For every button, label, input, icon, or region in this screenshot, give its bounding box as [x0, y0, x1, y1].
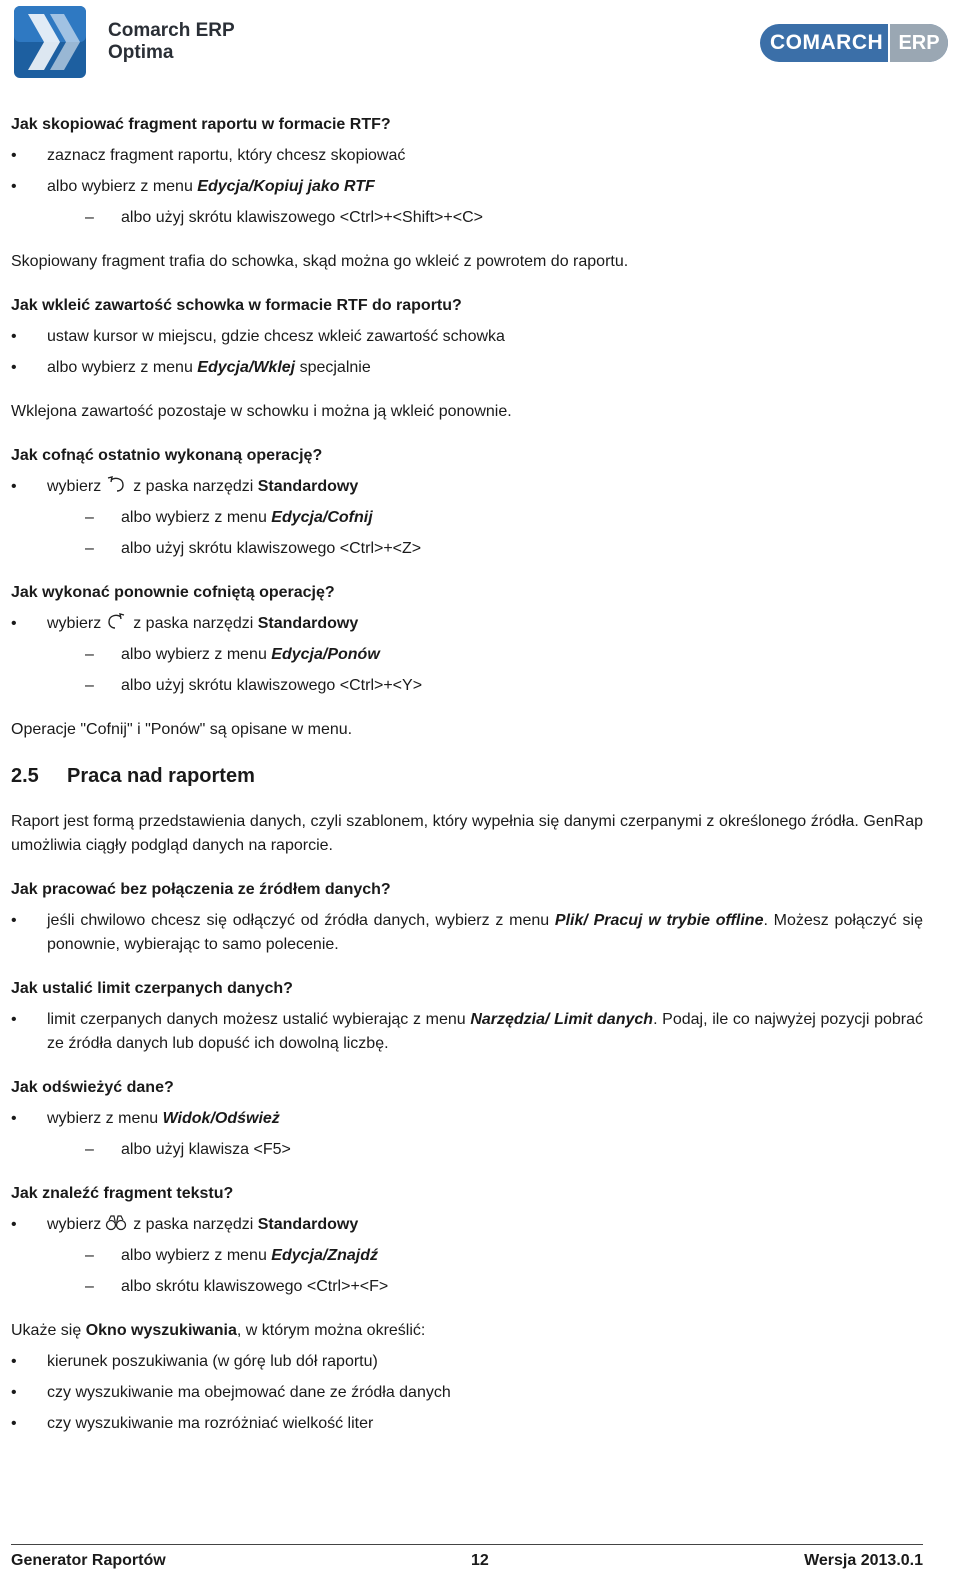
bullet-list [11, 1350, 923, 1436]
paragraph: Raport jest formą przedstawienia danych, czyli szablonem, który wypełnia się danymi czerpanymi z określonego źródła. GenRap umożliwia ciągły podgląd danych na raporcie. [11, 813, 923, 854]
bullet-list [11, 1008, 923, 1056]
question-copy-rtf: Jak skopiować fragment raportu w formacie RTF? [11, 116, 391, 133]
binoculars-icon [105, 1214, 127, 1232]
footer-version: Wersja 2013.0.1 [804, 1552, 923, 1569]
list-item: • wybierz z paska narzędzi Standardowy [11, 475, 923, 499]
bullet-list [11, 325, 923, 380]
list-item: • czy wyszukiwanie ma obejmować dane ze źródła danych [11, 1381, 923, 1405]
brand-line-1: Comarch ERP [108, 20, 235, 41]
list-item: • ustaw kursor w miejscu, gdzie chcesz wkleić zawartość schowka [11, 325, 923, 349]
dash-list [11, 1244, 923, 1299]
undo-icon [105, 476, 127, 494]
menu-path: Edycja/Kopiuj jako RTF [197, 178, 375, 195]
menu-path: Plik/ Pracuj w trybie offline [554, 912, 764, 929]
list-item: • wybierz z menu Widok/Odśwież [11, 1107, 923, 1131]
dash-list [11, 206, 923, 230]
question-refresh: Jak odświeżyć dane? [11, 1079, 174, 1096]
paragraph: Wklejona zawartość pozostaje w schowku i można ją wkleić ponownie. [11, 403, 512, 420]
dash-list [11, 643, 923, 698]
list-item: – albo wybierz z menu Edycja/Cofnij [11, 506, 923, 530]
redo-icon [105, 613, 127, 631]
footer-doc-title: Generator Raportów [11, 1552, 166, 1569]
paragraph: Skopiowany fragment trafia do schowka, skąd można go wkleić z powrotem do raportu. [11, 253, 629, 270]
question-paste-rtf: Jak wkleić zawartość schowka w formacie RTF do raportu? [11, 297, 462, 314]
dash-list [11, 506, 923, 561]
question-find: Jak znaleźć fragment tekstu? [11, 1185, 234, 1202]
paragraph: Ukaże się Okno wyszukiwania, w którym można określić: [11, 1322, 426, 1339]
list-item: • jeśli chwilowo chcesz się odłączyć od źródła danych, wybierz z menu Plik/ Pracuj w trybie offline. Możesz połączyć się ponownie, wybierając to samo polecenie. [11, 909, 923, 957]
menu-path: Widok/Odśwież [162, 1110, 280, 1127]
question-data-limit: Jak ustalić limit czerpanych danych? [11, 980, 293, 997]
menu-path: Edycja/Wklej [197, 359, 296, 376]
comarch-logo-text: COMARCH [770, 31, 884, 54]
question-offline: Jak pracować bez połączenia ze źródłem danych? [11, 881, 391, 898]
window-name: Okno wyszukiwania [85, 1322, 237, 1339]
list-item: • kierunek poszukiwania (w górę lub dół raportu) [11, 1350, 923, 1374]
comarch-erp-logo [760, 24, 948, 62]
list-item: – albo wybierz z menu Edycja/Ponów [11, 643, 923, 667]
list-item: • wybierz z paska narzędzi Standardowy [11, 1213, 923, 1237]
bullet-list [11, 612, 923, 636]
list-item: – albo wybierz z menu Edycja/Znajdź [11, 1244, 923, 1268]
list-item: • limit czerpanych danych możesz ustalić wybierając z menu Narzędzia/ Limit danych. Podaj, ile co najwyżej pozycji pobrać ze źródła danych lub dopuść ich dowolną liczbę. [11, 1008, 923, 1056]
section-number: 2.5 [11, 765, 39, 787]
page-header [0, 0, 960, 90]
dash-list [11, 1138, 923, 1162]
list-item: – albo użyj klawisza <F5> [11, 1138, 923, 1162]
list-item: • wybierz z paska narzędzi Standardowy [11, 612, 923, 636]
section-title: Praca nad raportem [67, 765, 255, 787]
page-footer [11, 1544, 923, 1575]
bullet-list [11, 144, 923, 199]
question-undo: Jak cofnąć ostatnio wykonaną operację? [11, 447, 323, 464]
brand-line-2: Optima [108, 42, 174, 63]
document-body [11, 113, 923, 1436]
list-item: – albo użyj skrótu klawiszowego <Ctrl>+<Shift>+<C> [11, 206, 923, 230]
page-number: 12 [471, 1552, 489, 1569]
list-item: – albo skrótu klawiszowego <Ctrl>+<F> [11, 1275, 923, 1299]
list-item: • albo wybierz z menu Edycja/Wklej specjalnie [11, 356, 923, 380]
menu-path: Edycja/Znajdź [271, 1247, 378, 1264]
bullet-list [11, 475, 923, 499]
bullet-list [11, 1107, 923, 1131]
bullet-list [11, 909, 923, 957]
list-item: • zaznacz fragment raportu, który chcesz skopiować [11, 144, 923, 168]
paragraph: Operacje "Cofnij" i "Ponów" są opisane w menu. [11, 721, 353, 738]
list-item: – albo użyj skrótu klawiszowego <Ctrl>+<Y> [11, 674, 923, 698]
section-heading [11, 762, 923, 790]
list-item: – albo użyj skrótu klawiszowego <Ctrl>+<Z> [11, 537, 923, 561]
list-item: • albo wybierz z menu Edycja/Kopiuj jako RTF [11, 175, 923, 199]
menu-path: Edycja/Cofnij [271, 509, 373, 526]
question-redo: Jak wykonać ponownie cofniętą operację? [11, 584, 335, 601]
list-item: • czy wyszukiwanie ma rozróżniać wielkość liter [11, 1412, 923, 1436]
erp-logo-tag: ERP [890, 24, 948, 62]
comarch-optima-logo-icon [14, 6, 86, 78]
brand-name [108, 20, 235, 64]
bullet-list [11, 1213, 923, 1237]
menu-path: Narzędzia/ Limit danych [470, 1011, 654, 1028]
menu-path: Edycja/Ponów [271, 646, 380, 663]
